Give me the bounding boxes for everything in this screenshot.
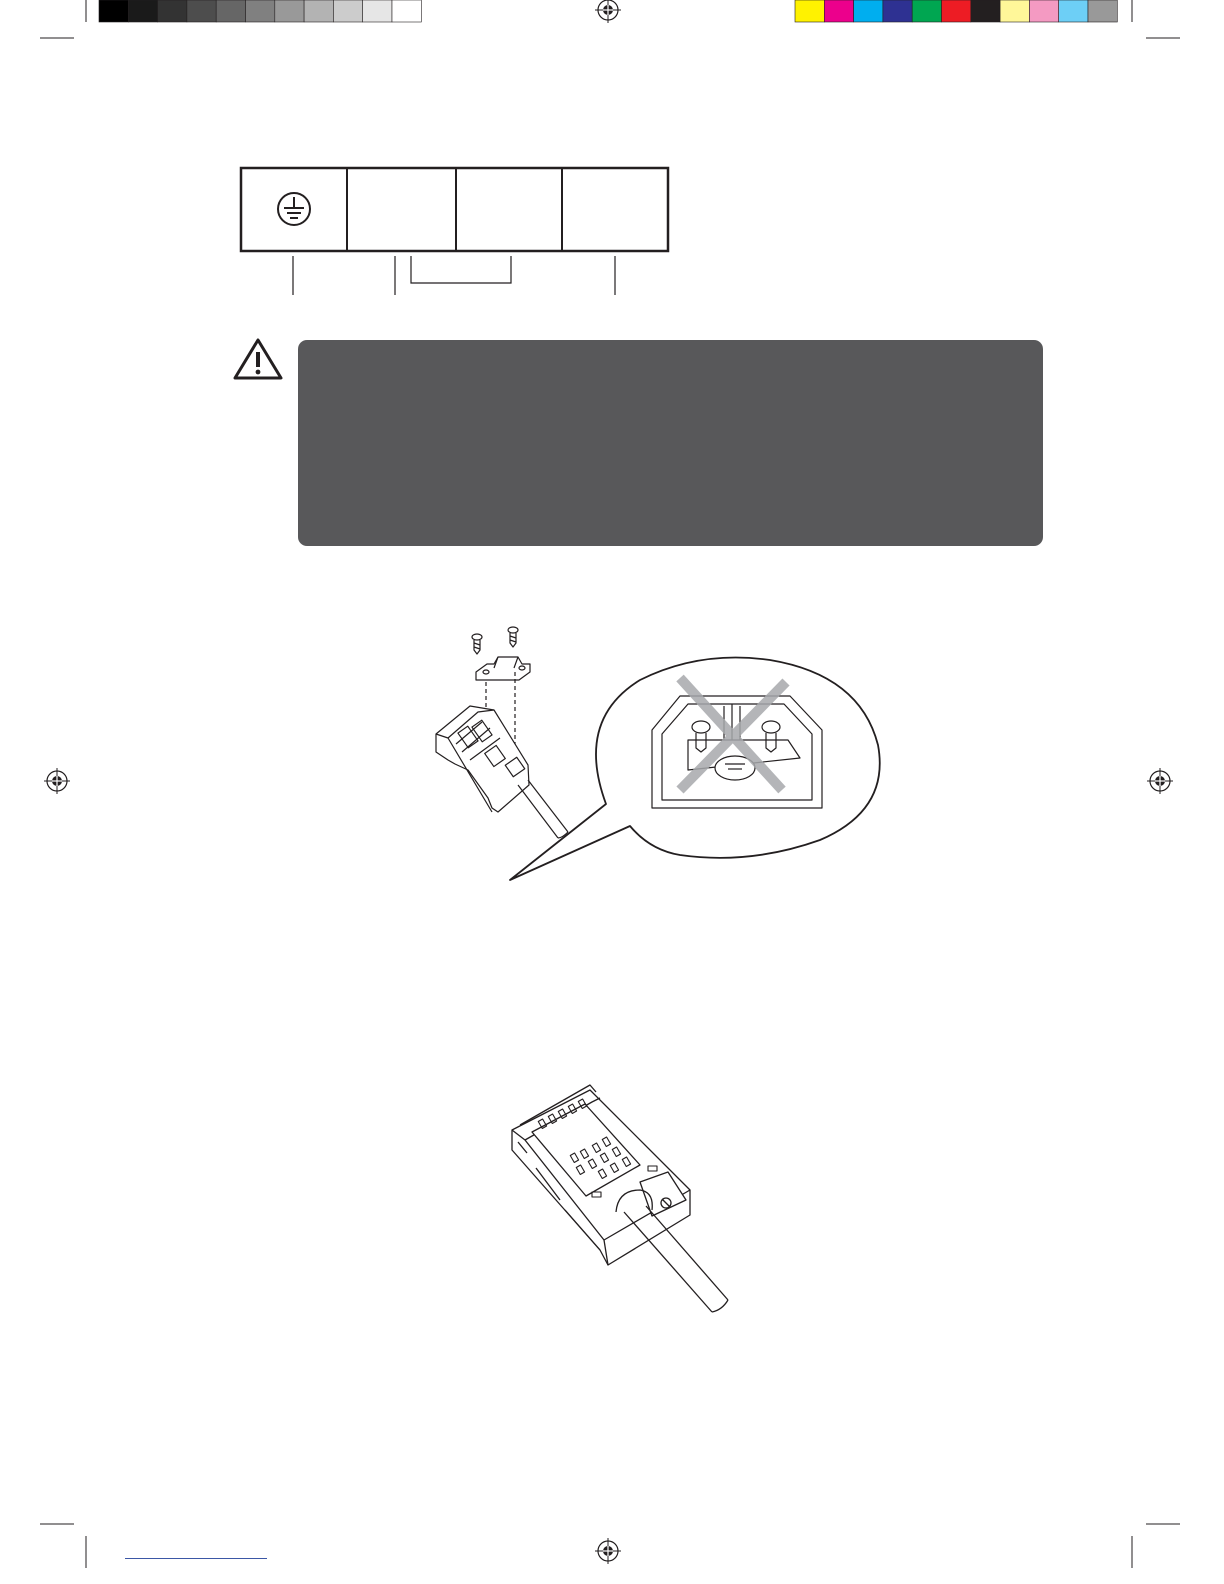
color-swatch: [795, 0, 824, 22]
cable-clamp-figure: [420, 615, 900, 890]
color-swatch: [971, 0, 1000, 22]
grayscale-swatch: [304, 0, 333, 22]
connector-figure: [495, 1080, 740, 1320]
grayscale-swatch-strip: [99, 0, 421, 22]
color-swatch: [854, 0, 883, 22]
screw-icon: [472, 634, 482, 654]
grayscale-swatch: [333, 0, 362, 22]
registration-mark-icon: [595, 1538, 621, 1564]
registration-mark-icon: [44, 768, 70, 794]
color-swatch: [942, 0, 971, 22]
grayscale-swatch: [392, 0, 421, 22]
grayscale-swatch: [275, 0, 304, 22]
grayscale-swatch: [246, 0, 275, 22]
color-swatch: [883, 0, 912, 22]
color-swatch: [824, 0, 853, 22]
terminal-block-outline: [241, 168, 668, 251]
screw-icon: [508, 627, 518, 647]
color-swatch: [1059, 0, 1088, 22]
cable-clamp-bracket: [476, 657, 530, 680]
grayscale-swatch: [363, 0, 392, 22]
registration-mark-icon: [1147, 768, 1173, 794]
footer-link-underline: [125, 1558, 267, 1559]
terminal-leader-lines: [293, 256, 615, 295]
color-swatch: [1000, 0, 1029, 22]
warning-triangle-icon: [232, 336, 284, 382]
color-swatch: [912, 0, 941, 22]
color-swatch-strip: [795, 0, 1117, 22]
warning-box: [298, 340, 1043, 546]
color-swatch: [1029, 0, 1058, 22]
grayscale-swatch: [158, 0, 187, 22]
terminal-block-diagram: [230, 160, 690, 305]
color-swatch: [1088, 0, 1117, 22]
grayscale-swatch: [187, 0, 216, 22]
printer-color-bars: [0, 0, 1224, 40]
grayscale-swatch: [128, 0, 157, 22]
grayscale-swatch: [216, 0, 245, 22]
grayscale-swatch: [99, 0, 128, 22]
